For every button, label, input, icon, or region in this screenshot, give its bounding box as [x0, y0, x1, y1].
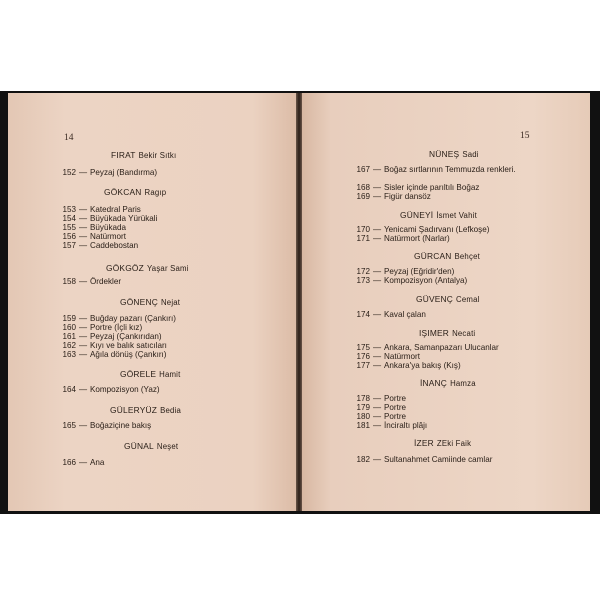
- catalog-entry: 172 — Peyzaj (Eğridir'den): [356, 267, 455, 276]
- artist-heading: GÜLERYÜZ Bedia: [110, 405, 182, 415]
- catalog-entry: 152 — Peyzaj (Bandırma): [62, 168, 158, 177]
- catalog-entry: 175 — Ankara, Samanpazarı Ulucanlar: [356, 343, 499, 352]
- page-number: 15: [520, 131, 530, 141]
- right-page: [302, 93, 590, 511]
- catalog-entry: 153 — Katedral Paris: [62, 205, 141, 214]
- artist-heading: GÖKGÖZ Yaşar Sami: [106, 263, 189, 273]
- artist-heading: GÜNAL Neşet: [124, 441, 179, 451]
- catalog-entry: 180 — Portre: [356, 412, 407, 421]
- catalog-entry: 157 — Caddebostan: [62, 241, 139, 250]
- artist-heading: GÜNEYİ İsmet Vahit: [400, 210, 477, 220]
- catalog-entry: 168 — Sisler içinde parıltılı Boğaz: [356, 183, 480, 192]
- left-page: [8, 93, 296, 511]
- catalog-entry: 171 — Natürmort (Narlar): [356, 234, 450, 243]
- artist-heading: GÖRELE Hamit: [120, 369, 181, 379]
- catalog-entry: 174 — Kaval çalan: [356, 310, 426, 319]
- catalog-entry: 176 — Natürmort: [356, 352, 420, 361]
- catalog-entry: 158 — Ördekler: [62, 277, 122, 286]
- artist-heading: GÖNENÇ Nejat: [120, 297, 181, 307]
- catalog-entry: 159 — Buğday pazarı (Çankırı): [62, 314, 176, 323]
- catalog-entry: 163 — Ağıla dönüş (Çankırı): [62, 350, 167, 359]
- artist-heading: FIRAT Bekir Sıtkı: [111, 150, 177, 160]
- catalog-entry: 177 — Ankara'ya bakış (Kış): [356, 361, 461, 370]
- artist-heading: GÜRCAN Behçet: [414, 251, 480, 261]
- catalog-entry: 156 — Natürmort: [62, 232, 126, 241]
- catalog-entry: 166 — Ana: [62, 458, 105, 467]
- catalog-entry: 155 — Büyükada: [62, 223, 126, 232]
- catalog-entry: 169 — Figür dansöz: [356, 192, 431, 201]
- page-number: 14: [64, 133, 74, 143]
- catalog-entry: 167 — Boğaz sırtlarının Temmuzda renkleri.: [356, 165, 516, 174]
- catalog-entry: 170 — Yenicami Şadırvanı (Lefkoşe): [356, 225, 490, 234]
- artist-heading: IŞIMER Necati: [419, 328, 476, 338]
- artist-heading: İNANÇ Hamza: [420, 378, 476, 388]
- artist-heading: GÖKCAN Ragıp: [104, 187, 167, 197]
- catalog-entry: 178 — Portre: [356, 394, 407, 403]
- catalog-entry: 161 — Peyzaj (Çankırıdan): [62, 332, 162, 341]
- catalog-entry: 164 — Kompozisyon (Yaz): [62, 385, 160, 394]
- catalog-entry: 165 — Boğaziçine bakış: [62, 421, 152, 430]
- catalog-entry: 182 — Sultanahmet Camiinde camlar: [356, 455, 493, 464]
- catalog-entry: 162 — Kıyı ve balık satıcıları: [62, 341, 167, 350]
- catalog-entry: 179 — Portre: [356, 403, 407, 412]
- catalog-entry: 160 — Portre (İçli kız): [62, 323, 143, 332]
- artist-heading: İZER ZEki Faik: [414, 438, 472, 448]
- catalog-entry: 154 — Büyükada Yürükali: [62, 214, 158, 223]
- catalog-entry: 181 — İnciraltı plâjı: [356, 421, 428, 430]
- artist-heading: GÜVENÇ Cemal: [416, 294, 480, 304]
- artist-heading: NÜNEŞ Sadi: [429, 149, 479, 159]
- catalog-entry: 173 — Kompozisyon (Antalya): [356, 276, 468, 285]
